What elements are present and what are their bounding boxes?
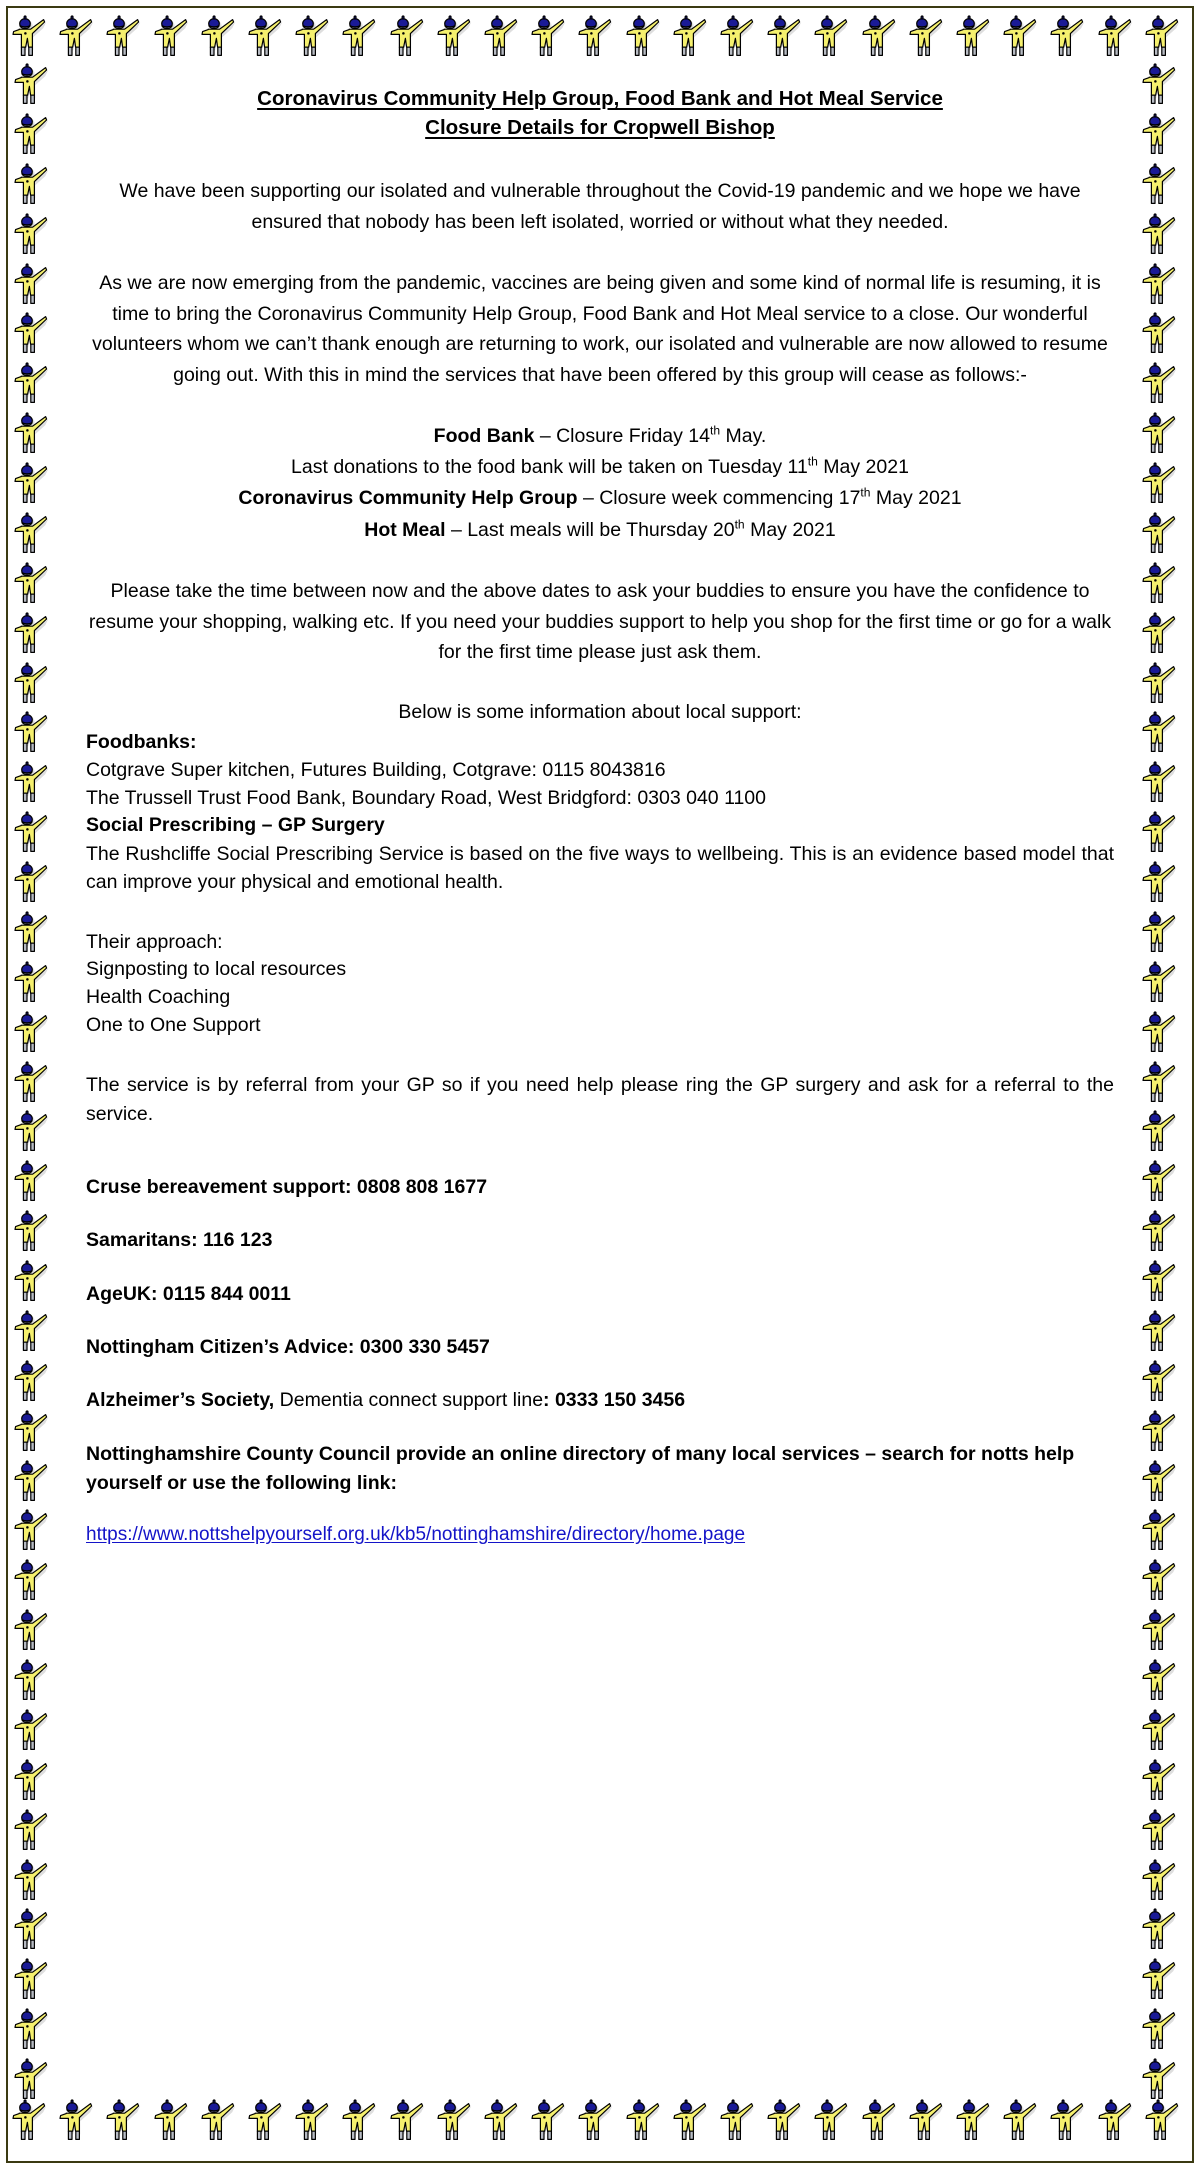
raised-arm-person-icon (1140, 2057, 1178, 2107)
raised-arm-person-icon (1048, 2098, 1086, 2148)
raised-arm-person-icon (671, 2098, 709, 2148)
raised-arm-person-icon (12, 810, 50, 860)
closure-ordinal: th (710, 423, 721, 438)
raised-arm-person-icon (1140, 1758, 1178, 1808)
raised-arm-person-icon (12, 1508, 50, 1558)
raised-arm-person-icon (12, 1359, 50, 1409)
raised-arm-person-icon (1140, 1309, 1178, 1359)
spacer (86, 1128, 1114, 1174)
raised-arm-person-icon (860, 2098, 898, 2148)
spacer (86, 1039, 1114, 1071)
raised-arm-person-icon (12, 1259, 50, 1309)
raised-arm-person-icon (12, 511, 50, 561)
raised-arm-person-icon (1140, 1608, 1178, 1658)
raised-arm-person-icon (293, 2098, 331, 2148)
contact-bold-before: AgeUK: 0115 844 0011 (86, 1282, 291, 1305)
approach-block (86, 929, 1114, 1040)
emerging-paragraph: As we are now emerging from the pandemic, vaccines are being given and some kind of normal life is resuming, it is time to bring the Coronavirus Community Help Group, Food Bank and Hot Meal service to a close. Our wonderful volunteers whom we can’t thank enough are returning to work, our isolated and vulnerable are now allowed to resume going out. With this in mind the services that have been offered by this group will cease as follows:- (92, 271, 1108, 387)
raised-arm-person-icon (104, 14, 142, 64)
page-title (86, 84, 1114, 142)
raised-arm-person-icon (1140, 212, 1178, 262)
raised-arm-person-icon (907, 14, 945, 64)
raised-arm-person-icon (12, 1758, 50, 1808)
social-prescribing-body: The Rushcliffe Social Prescribing Service is based on the five ways to wellbeing. This is an evidence based model that can improve your physical and emotional health. (86, 843, 1114, 894)
local-support-block (86, 729, 1114, 840)
raised-arm-person-icon (12, 112, 50, 162)
approach-item: Health Coaching (86, 986, 231, 1009)
raised-arm-person-icon (1140, 810, 1178, 860)
raised-arm-person-icon (12, 611, 50, 661)
closure-row (86, 421, 1114, 452)
contact-line (86, 1281, 1114, 1308)
raised-arm-person-icon (1140, 311, 1178, 361)
raised-arm-person-icon (1140, 1409, 1178, 1459)
contact-line (86, 1387, 1114, 1414)
intro-paragraph: We have been supporting our isolated and vulnerable throughout the Covid-19 pandemic and we hope we have ensured that nobody has been left isolated, worried or without what they needed. (119, 180, 1081, 234)
raised-arm-person-icon (1140, 1858, 1178, 1908)
support-intro-line: Below is some information about local support: (398, 701, 802, 724)
raised-arm-person-icon (12, 1608, 50, 1658)
raised-arm-person-icon (1140, 611, 1178, 661)
contact-regular: Dementia connect support line (274, 1389, 544, 1412)
raised-arm-person-icon (624, 2098, 662, 2148)
raised-arm-person-icon (12, 661, 50, 711)
raised-arm-person-icon (671, 14, 709, 64)
raised-arm-person-icon (152, 2098, 190, 2148)
raised-arm-person-icon (1140, 262, 1178, 312)
decorative-border-top (10, 14, 1190, 66)
raised-arm-person-icon (12, 361, 50, 411)
raised-arm-person-icon (12, 760, 50, 810)
raised-arm-person-icon (718, 14, 756, 64)
closure-detail: Last donations to the food bank will be taken on Tuesday 11 (291, 456, 808, 479)
raised-arm-person-icon (12, 1907, 50, 1957)
raised-arm-person-icon (12, 1209, 50, 1259)
raised-arm-person-icon (1140, 1259, 1178, 1309)
raised-arm-person-icon (1140, 1708, 1178, 1758)
raised-arm-person-icon (1140, 1359, 1178, 1409)
raised-arm-person-icon (12, 1708, 50, 1758)
raised-arm-person-icon (482, 14, 520, 64)
raised-arm-person-icon (1140, 2007, 1178, 2057)
raised-arm-person-icon (388, 14, 426, 64)
closure-service-name: Hot Meal (364, 518, 446, 541)
raised-arm-person-icon (1140, 1907, 1178, 1957)
raised-arm-person-icon (388, 2098, 426, 2148)
raised-arm-person-icon (1140, 62, 1178, 112)
closure-row (86, 452, 1114, 483)
referral-paragraph: The service is by referral from your GP so if you need help please ring the GP surgery and ask for a referral to the service. (86, 1074, 1114, 1125)
raised-arm-person-icon (1096, 14, 1134, 64)
raised-arm-person-icon (1140, 910, 1178, 960)
title-line-1: Coronavirus Community Help Group, Food Bank and Hot Meal Service (257, 87, 943, 110)
closure-detail-end: May. (720, 425, 767, 447)
contact-bold-before: Alzheimer’s Society, (86, 1389, 275, 1412)
raised-arm-person-icon (576, 14, 614, 64)
closure-service-name: Coronavirus Community Help Group (238, 487, 578, 510)
raised-arm-person-icon (12, 262, 50, 312)
raised-arm-person-icon (1140, 1159, 1178, 1209)
buddies-paragraph: Please take the time between now and the above dates to ask your buddies to ensure you have the confidence to resume your shopping, walking etc. If you need your buddies support to help you shop for the first time or go for a walk for the first time please just ask them. (88, 579, 1112, 664)
raised-arm-person-icon (1140, 1060, 1178, 1110)
raised-arm-person-icon (1048, 14, 1086, 64)
approach-heading: Their approach: (86, 930, 223, 953)
raised-arm-person-icon (12, 2057, 50, 2107)
raised-arm-person-icon (246, 14, 284, 64)
raised-arm-person-icon (293, 14, 331, 64)
contact-bold-before: Samaritans: 116 123 (86, 1229, 273, 1252)
raised-arm-person-icon (907, 2098, 945, 2148)
approach-item: Signposting to local resources (86, 958, 347, 981)
raised-arm-person-icon (576, 2098, 614, 2148)
raised-arm-person-icon (1140, 1209, 1178, 1259)
raised-arm-person-icon (1140, 661, 1178, 711)
directory-link[interactable]: https://www.nottshelpyourself.org.uk/kb5/nottinghamshire/directory/home.page (86, 1524, 746, 1546)
closure-ordinal: th (734, 517, 745, 532)
raised-arm-person-icon (12, 1658, 50, 1708)
decorative-border-right (1140, 62, 1188, 2107)
raised-arm-person-icon (1140, 461, 1178, 511)
document-content (86, 84, 1114, 1546)
contact-bold-after: : 0333 150 3456 (543, 1389, 686, 1412)
raised-arm-person-icon (12, 561, 50, 611)
raised-arm-person-icon (199, 14, 237, 64)
raised-arm-person-icon (954, 2098, 992, 2148)
raised-arm-person-icon (1001, 2098, 1039, 2148)
raised-arm-person-icon (1140, 112, 1178, 162)
raised-arm-person-icon (1140, 1957, 1178, 2007)
contact-line (86, 1227, 1114, 1254)
raised-arm-person-icon (718, 2098, 756, 2148)
raised-arm-person-icon (1140, 1508, 1178, 1558)
closure-detail: – Last meals will be Thursday 20 (445, 518, 735, 541)
raised-arm-person-icon (12, 461, 50, 511)
closure-detail-end: May 2021 (744, 518, 836, 541)
council-note: Nottinghamshire County Council provide an online directory of many local services – search for notts help yourself or use the following link: (86, 1443, 1075, 1495)
raised-arm-person-icon (1143, 14, 1181, 64)
raised-arm-person-icon (1140, 511, 1178, 561)
raised-arm-person-icon (529, 14, 567, 64)
raised-arm-person-icon (10, 14, 48, 64)
raised-arm-person-icon (57, 2098, 95, 2148)
raised-arm-person-icon (1140, 1808, 1178, 1858)
raised-arm-person-icon (12, 1309, 50, 1359)
closure-detail: – Closure week commencing 17 (577, 487, 861, 510)
raised-arm-person-icon (1140, 710, 1178, 760)
raised-arm-person-icon (765, 2098, 803, 2148)
closure-row (86, 483, 1114, 514)
raised-arm-person-icon (12, 860, 50, 910)
raised-arm-person-icon (812, 2098, 850, 2148)
raised-arm-person-icon (12, 1060, 50, 1110)
raised-arm-person-icon (1140, 960, 1178, 1010)
raised-arm-person-icon (1096, 2098, 1134, 2148)
closure-detail-end: May 2021 (817, 456, 909, 479)
title-line-2: Closure Details for Cropwell Bishop (425, 116, 775, 140)
approach-item: One to One Support (86, 1013, 261, 1036)
foodbanks-heading: Foodbanks: (86, 731, 197, 754)
raised-arm-person-icon (765, 14, 803, 64)
raised-arm-person-icon (1001, 14, 1039, 64)
raised-arm-person-icon (12, 960, 50, 1010)
closure-ordinal: th (807, 454, 818, 469)
raised-arm-person-icon (12, 1109, 50, 1159)
raised-arm-person-icon (435, 2098, 473, 2148)
closure-detail-end: May 2021 (870, 487, 962, 510)
raised-arm-person-icon (1140, 1658, 1178, 1708)
closure-details-list (86, 421, 1114, 546)
contact-bold-before: Nottingham Citizen’s Advice: 0300 330 5457 (86, 1335, 490, 1358)
raised-arm-person-icon (12, 1808, 50, 1858)
raised-arm-person-icon (12, 1409, 50, 1459)
raised-arm-person-icon (1140, 1109, 1178, 1159)
raised-arm-person-icon (954, 14, 992, 64)
decorative-border-left (12, 62, 60, 2107)
raised-arm-person-icon (624, 14, 662, 64)
raised-arm-person-icon (104, 2098, 142, 2148)
raised-arm-person-icon (1140, 561, 1178, 611)
raised-arm-person-icon (860, 14, 898, 64)
raised-arm-person-icon (12, 311, 50, 361)
raised-arm-person-icon (12, 1858, 50, 1908)
raised-arm-person-icon (12, 212, 50, 262)
spacer (86, 897, 1114, 929)
raised-arm-person-icon (1140, 361, 1178, 411)
raised-arm-person-icon (812, 14, 850, 64)
raised-arm-person-icon (12, 62, 50, 112)
social-prescribing-heading: Social Prescribing – GP Surgery (86, 814, 385, 837)
raised-arm-person-icon (10, 2098, 48, 2148)
raised-arm-person-icon (152, 14, 190, 64)
closure-service-name: Food Bank (433, 425, 535, 447)
raised-arm-person-icon (1140, 1010, 1178, 1060)
raised-arm-person-icon (12, 1957, 50, 2007)
raised-arm-person-icon (529, 2098, 567, 2148)
raised-arm-person-icon (1140, 860, 1178, 910)
contact-bold-before: Cruse bereavement support: 0808 808 1677 (86, 1175, 488, 1198)
raised-arm-person-icon (340, 2098, 378, 2148)
raised-arm-person-icon (12, 162, 50, 212)
raised-arm-person-icon (482, 2098, 520, 2148)
decorative-border-bottom (10, 2098, 1190, 2150)
raised-arm-person-icon (12, 1558, 50, 1608)
raised-arm-person-icon (12, 1010, 50, 1060)
closure-ordinal: th (860, 485, 871, 500)
raised-arm-person-icon (12, 1459, 50, 1509)
contact-line (86, 1334, 1114, 1361)
raised-arm-person-icon (199, 2098, 237, 2148)
foodbank-entry: The Trussell Trust Food Bank, Boundary Road, West Bridgford: 0303 040 1100 (86, 786, 766, 809)
raised-arm-person-icon (12, 910, 50, 960)
raised-arm-person-icon (1140, 411, 1178, 461)
raised-arm-person-icon (12, 710, 50, 760)
raised-arm-person-icon (1140, 162, 1178, 212)
raised-arm-person-icon (57, 14, 95, 64)
raised-arm-person-icon (340, 14, 378, 64)
raised-arm-person-icon (1143, 2098, 1181, 2148)
closure-detail: – Closure Friday 14 (534, 425, 710, 447)
raised-arm-person-icon (435, 14, 473, 64)
raised-arm-person-icon (12, 1159, 50, 1209)
foodbank-entry: Cotgrave Super kitchen, Futures Building, Cotgrave: 0115 8043816 (86, 759, 666, 782)
raised-arm-person-icon (12, 411, 50, 461)
raised-arm-person-icon (1140, 760, 1178, 810)
closure-row (86, 515, 1114, 546)
raised-arm-person-icon (12, 2007, 50, 2057)
contact-line (86, 1174, 1114, 1201)
raised-arm-person-icon (1140, 1459, 1178, 1509)
raised-arm-person-icon (1140, 1558, 1178, 1608)
raised-arm-person-icon (246, 2098, 284, 2148)
